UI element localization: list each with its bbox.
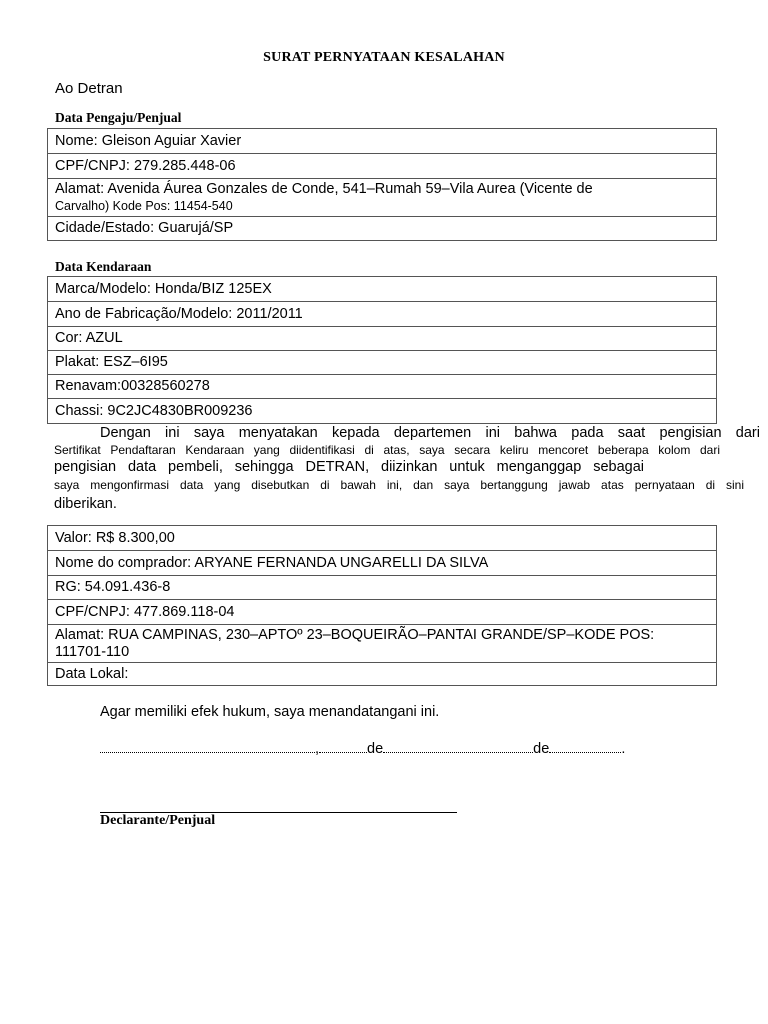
date-de-2: de [533, 741, 550, 757]
seller-address-line1: Alamat: Avenida Áurea Gonzales de Conde, 541–Rumah 59–Vila Aurea (Vicente de [55, 180, 593, 197]
year-blank [549, 741, 621, 753]
seller-address-line2: Carvalho) Kode Pos: 11454-540 [55, 198, 233, 213]
vehicle-color: Cor: AZUL [48, 327, 717, 351]
seller-section-heading: Data Pengaju/Penjual [55, 110, 182, 125]
vehicle-chassis: Chassi: 9C2JC4830BR009236 [48, 399, 717, 424]
seller-name: Nome: Gleison Aguiar Xavier [48, 129, 717, 154]
statement-line-3: pengisian data pembeli, sehingga DETRAN, diizinkan untuk menganggap sebagai [54, 459, 644, 475]
seller-city: Cidade/Estado: Guarujá/SP [48, 217, 717, 241]
statement-line-1: Dengan ini saya menyatakan kepada departemen ini bahwa pada saat pengisian dari [100, 425, 760, 441]
vehicle-year: Ano de Fabricação/Modelo: 2011/2011 [48, 302, 717, 327]
vehicle-plate: Plakat: ESZ–6I95 [48, 351, 717, 375]
sale-value: Valor: R$ 8.300,00 [48, 526, 717, 551]
date-end: . [621, 741, 626, 757]
statement-line-5: diberikan. [54, 496, 117, 512]
place-blank [100, 741, 315, 753]
date-comma: , [315, 741, 320, 757]
vehicle-data-table [47, 276, 717, 424]
vehicle-make-model: Marca/Modelo: Honda/BIZ 125EX [48, 277, 717, 302]
vehicle-renavam: Renavam:00328560278 [48, 375, 717, 399]
seller-cpf: CPF/CNPJ: 279.285.448-06 [48, 154, 717, 179]
buyer-address [48, 625, 717, 663]
seller-address [48, 179, 717, 217]
date-de-1: de [367, 741, 384, 757]
buyer-cpf: CPF/CNPJ: 477.869.118-04 [48, 600, 717, 625]
document-title: SURAT PERNYATAAN KESALAHAN [263, 50, 505, 65]
day-blank [319, 741, 367, 753]
statement-line-4: saya mengonfirmasi data yang disebutkan di bawah ini, dan saya bertanggung jawab atas pernyataan di sini [54, 478, 744, 492]
buyer-data-table [47, 525, 717, 686]
date-local: Data Lokal: [48, 663, 717, 686]
seller-data-table [47, 128, 717, 241]
closing-statement: Agar memiliki efek hukum, saya menandatangani ini. [100, 704, 440, 720]
month-blank [383, 741, 533, 753]
vehicle-section-heading: Data Kendaraan [55, 259, 152, 274]
statement-line-2: Sertifikat Pendaftaran Kendaraan yang diidentifikasi di atas, saya secara keliru mencoret beberapa kolom dari [54, 443, 720, 457]
date-place-line [100, 741, 625, 757]
greeting: Ao Detran [55, 80, 123, 97]
statement-paragraph [54, 425, 760, 515]
signature-label: Declarante/Penjual [100, 813, 216, 828]
buyer-name: Nome do comprador: ARYANE FERNANDA UNGARELLI DA SILVA [48, 551, 717, 576]
buyer-address-line1: Alamat: RUA CAMPINAS, 230–APTOº 23–BOQUEIRÃO–PANTAI GRANDE/SP–KODE POS: [55, 626, 655, 643]
buyer-rg: RG: 54.091.436-8 [48, 576, 717, 600]
buyer-address-line2: 111701-110 [55, 643, 130, 660]
